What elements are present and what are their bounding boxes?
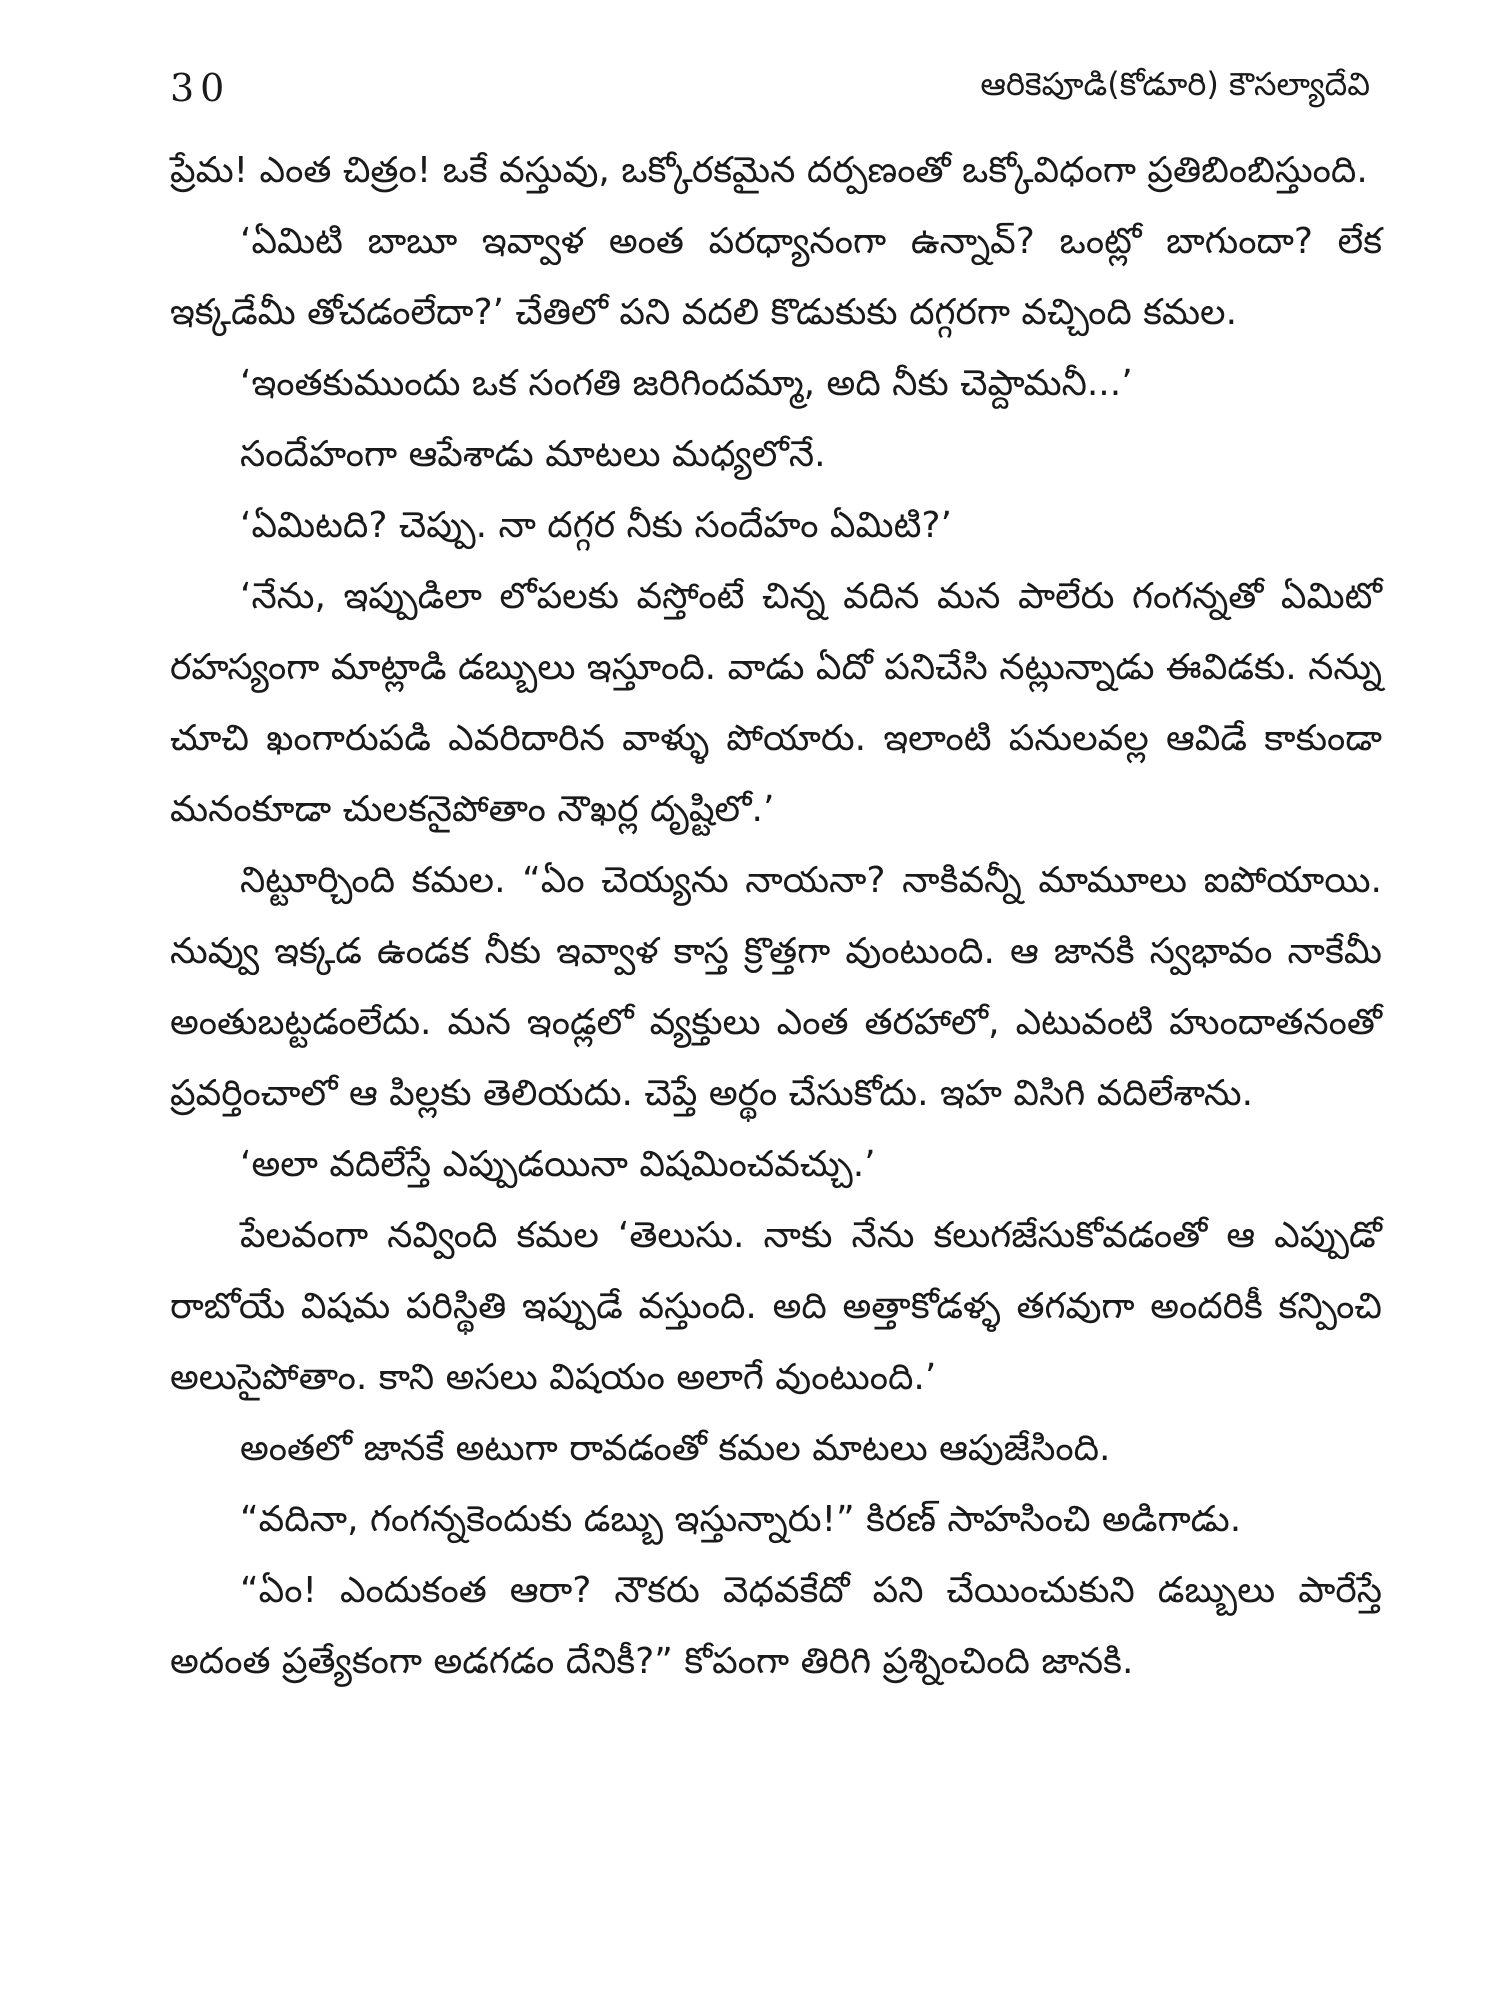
paragraph: ప్రేమ! ఎంత చిత్రం! ఒకే వస్తువు, ఒక్కోరకమైన దర్పణంతో ఒక్కోవిధంగా ప్రతిబింబిస్తుంది.	[170, 150, 1368, 191]
paragraph: పేలవంగా నవ్వింది కమల ‘తెలుసు. నాకు నేను కలుగజేసుకోవడంతో ఆ ఎప్పుడో రాబోయే విషమ పరిస్థితి ఇప్పుడే వస్తుంది. అది అత్తాకోడళ్ళ తగవుగా అందరికీ కన్పించి అలుసైపోతాం. కాని అసలు విషయం అలాగే వుంటుంది.’	[170, 1215, 1382, 1398]
page-number: 30	[170, 66, 231, 110]
paragraph: ‘నేను, ఇప్పుడిలా లోపలకు వస్తోంటే చిన్న వదిన మన పాలేరు గంగన్నతో ఏమిటో రహస్యంగా మాట్లాడి డబ్బులు ఇస్తూంది. వాడు ఏదో పనిచేసి నట్లున్నాడు ఈవిడకు. నన్ను చూచి ఖంగారుపడి ఎవరిదారిన వాళ్ళు పోయారు. ఇలాంటి పనులవల్ల ఆవిడే కాకుండా మనంకూడా చులకనైపోతాం నౌఖర్ల దృష్టిలో.’	[170, 576, 1382, 830]
paragraph: ‘అలా వదిలేస్తే ఎప్పుడయినా విషమించవచ్చు.’	[240, 1144, 876, 1185]
page-header	[170, 58, 1370, 118]
paragraph: ‘ఏమిటి బాబూ ఇవ్వాళ అంత పరధ్యానంగా ఉన్నావ్? ఒంట్లో బాగుందా? లేక ఇక్కడేమీ తోచడంలేదా?’ చేతిలో పని వదలి కొడుకుకు దగ్గరగా వచ్చింది కమల.	[170, 221, 1382, 333]
paragraph: ‘ఇంతకుముందు ఒక సంగతి జరిగిందమ్మా, అది నీకు చెప్దామనీ...’	[240, 363, 1133, 404]
body-text	[170, 135, 1382, 1697]
paragraph: ‘ఏమిటది? చెప్పు. నా దగ్గర నీకు సందేహం ఏమిటి?’	[240, 505, 952, 546]
running-head: ఆరికెపూడి(కోడూరి) కౌసల్యాదేవి	[980, 65, 1370, 103]
paragraph: “ఏం! ఎందుకంత ఆరా? నౌకరు వెధవకేదో పని చేయించుకుని డబ్బులు పారేస్తే అదంత ప్రత్యేకంగా అడగడం దేనికీ?” కోపంగా తిరిగి ప్రశ్నించింది జానకి.	[170, 1570, 1382, 1682]
paragraph: “వదినా, గంగన్నకెందుకు డబ్బు ఇస్తున్నారు!” కిరణ్ సాహసించి అడిగాడు.	[240, 1499, 1242, 1540]
paragraph: సందేహంగా ఆపేశాడు మాటలు మధ్యలోనే.	[240, 434, 826, 475]
paragraph: అంతలో జానకే అటుగా రావడంతో కమల మాటలు ఆపుజేసింది.	[240, 1428, 1111, 1469]
paragraph: నిట్టూర్చింది కమల. “ఏం చెయ్యను నాయనా? నాకివన్నీ మామూలు ఐపోయాయి. నువ్వు ఇక్కడ ఉండక నీకు ఇవ్వాళ కాస్త క్రొత్తగా వుంటుంది. ఆ జానకి స్వభావం నాకేమీ అంతుబట్టడంలేదు. మన ఇండ్లలో వ్యక్తులు ఎంత తరహాలో, ఎటువంటి హుందాతనంతో ప్రవర్తించాలో ఆ పిల్లకు తెలియదు. చెప్తే అర్థం చేసుకోదు. ఇహ విసిగి వదిలేశాను.	[170, 860, 1382, 1114]
